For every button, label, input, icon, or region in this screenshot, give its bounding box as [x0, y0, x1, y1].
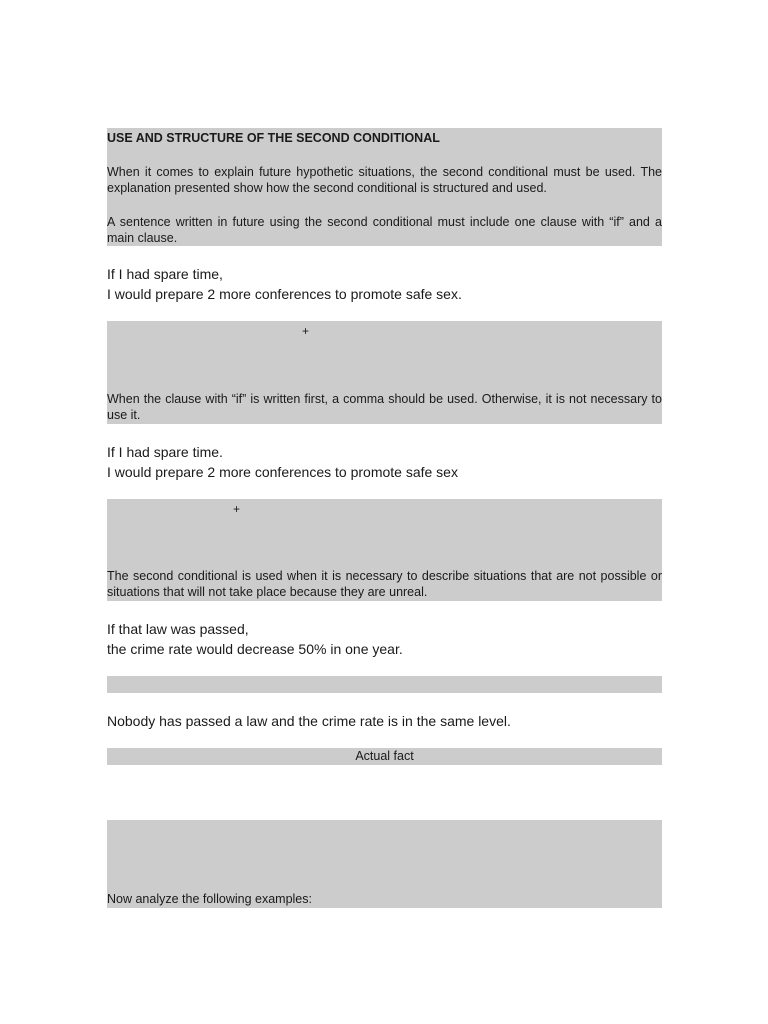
example-2-if-clause: If I had spare time.	[107, 444, 223, 460]
usage-paragraph: The second conditional is used when it is necessary to describe situations that are not possible or situations that will not take place because they are unreal.	[107, 569, 662, 599]
example-1-main-clause: I would prepare 2 more conferences to promote safe sex.	[107, 286, 462, 302]
example-1-if-clause: If I had spare time,	[107, 266, 223, 282]
fact-sentence: Nobody has passed a law and the crime rate is in the same level.	[107, 713, 511, 729]
plus-sign: +	[233, 502, 241, 516]
example-2	[107, 442, 662, 482]
intro-paragraph-2: A sentence written in future using the second conditional must include one clause with “if” and a main clause.	[107, 215, 662, 245]
actual-fact-label	[107, 748, 662, 765]
example-1	[107, 264, 662, 304]
comma-rule-paragraph: When the clause with “if” is written first, a comma should be used. Otherwise, it is not necessary to use it.	[107, 392, 662, 422]
usage-section	[107, 499, 662, 601]
section-heading: USE AND STRUCTURE OF THE SECOND CONDITIONAL	[107, 131, 440, 145]
intro-section	[107, 128, 662, 246]
actual-fact-text: Actual fact	[355, 749, 414, 763]
comma-rule-section	[107, 321, 662, 424]
fact-sentence-block	[107, 711, 662, 731]
examples-section	[107, 820, 662, 908]
example-3-if-clause: If that law was passed,	[107, 621, 249, 637]
example-2-main-clause: I would prepare 2 more conferences to promote safe sex	[107, 464, 458, 480]
intro-paragraph-1: When it comes to explain future hypothetic situations, the second conditional must be used. The explanation presented show how the second conditional is structured and used.	[107, 165, 662, 195]
plus-sign: +	[302, 324, 310, 338]
example-3-main-clause: the crime rate would decrease 50% in one year.	[107, 641, 403, 657]
analyze-prompt: Now analyze the following examples:	[107, 892, 312, 906]
example-3	[107, 619, 662, 659]
divider-band	[107, 676, 662, 693]
